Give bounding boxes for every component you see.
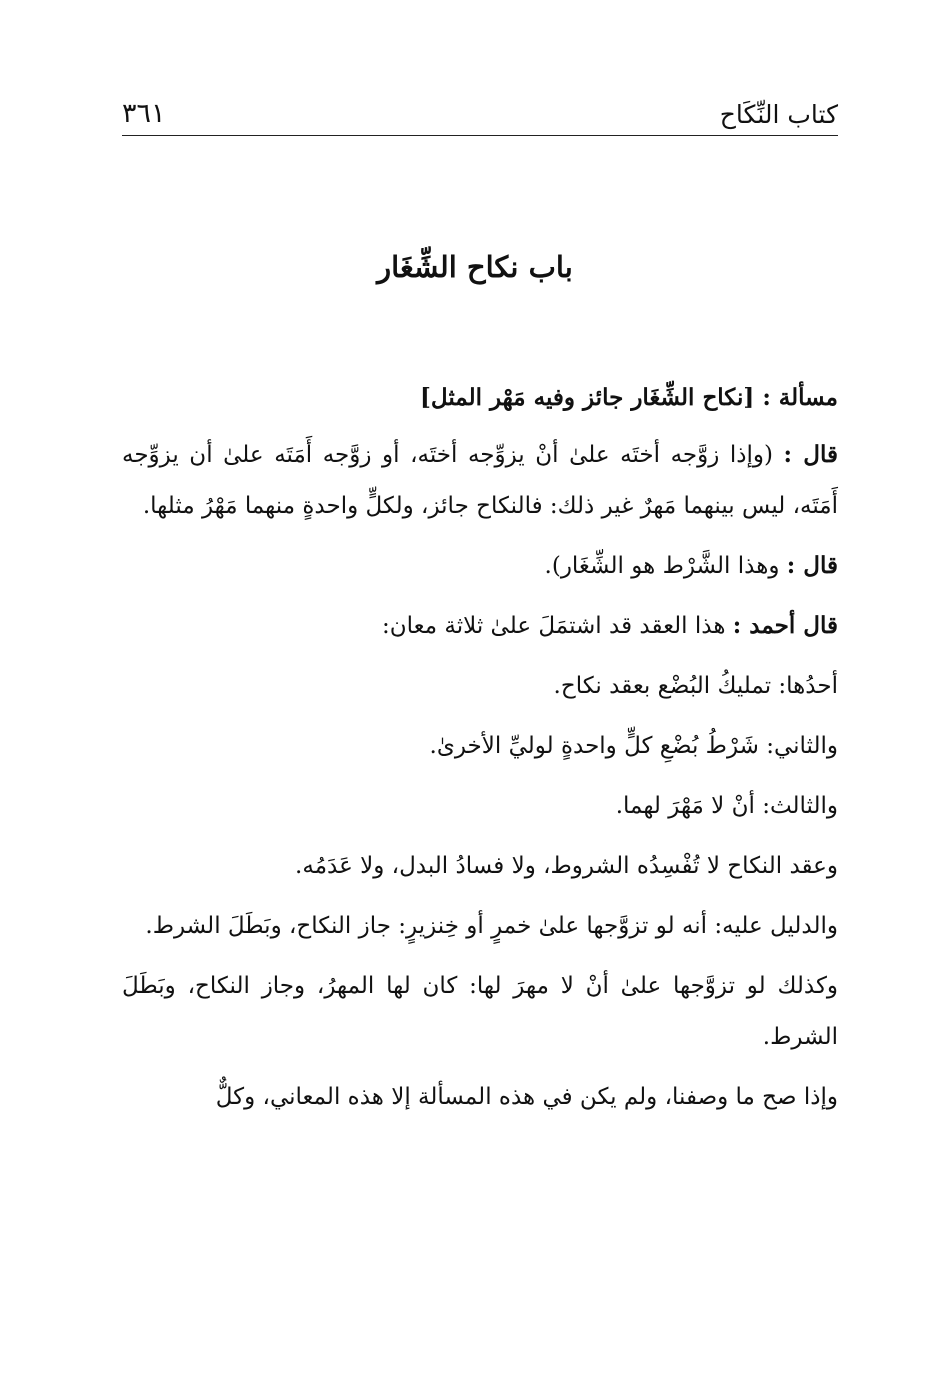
- paragraph-text: وإذا صح ما وصفنا، ولم يكن في هذه المسألة إلا هذه المعاني، وكلٌّ: [215, 1084, 838, 1110]
- paragraph: [122, 660, 838, 712]
- running-title: كتاب النِّكَاح: [719, 100, 838, 129]
- page-header: [122, 92, 838, 136]
- paragraph-text: وهذا الشَّرْط هو الشِّغَار).: [544, 553, 787, 579]
- paragraph: [122, 600, 838, 652]
- paragraph-text: والثالث: أنْ لا مَهْرَ لهما.: [615, 793, 838, 819]
- paragraph: [122, 960, 838, 1063]
- problem-heading: [122, 372, 838, 423]
- paragraph: [122, 900, 838, 952]
- problem-text: [نكاح الشِّغَار جائز وفيه مَهْر المثل]: [420, 384, 755, 411]
- paragraph-text: هذا العقد قد اشتمَلَ علىٰ ثلاثة معان:: [382, 613, 733, 639]
- paragraph-label: قال :: [786, 552, 838, 579]
- paragraph-label: قال :: [783, 441, 838, 468]
- paragraph: [122, 540, 838, 592]
- paragraph: [122, 840, 838, 892]
- paragraph: [122, 720, 838, 772]
- body-text: [122, 372, 838, 1131]
- paragraph-text: وكذلك لو تزوَّجها علىٰ أنْ لا مهرَ لها: كان لها المهرُ، وجاز النكاح، وبَطَلَ الشرط.: [122, 973, 838, 1050]
- paragraph-text: والثاني: شَرْطُ بُضْعِ كلٍّ واحدةٍ لوليِّ الأخرىٰ.: [429, 733, 838, 759]
- paragraph: [122, 1071, 838, 1123]
- paragraph-text: (وإذا زوَّجه أختَه علىٰ أنْ يزوِّجه أختَه، أو زوَّجه أَمَتَه علىٰ أن يزوِّجه أَمَتَه، ليس بينهما مَهرٌ غير ذلك: فالنكاح جائز، ولكلٍّ واحدةٍ منهما مَهْرُ مثلها.: [122, 442, 838, 519]
- chapter-title: باب نكاح الشِّغَار: [377, 250, 573, 284]
- paragraph-text: والدليل عليه: أنه لو تزوَّجها علىٰ خمرٍ أو خِنزيرٍ: جاز النكاح، وبَطَلَ الشرط.: [145, 913, 838, 939]
- paragraph: [122, 780, 838, 832]
- paragraph-text: أحدُها: تمليكُ البُضْع بعقد نكاح.: [553, 673, 838, 699]
- paragraph: [122, 429, 838, 532]
- page-number: ٣٦١: [122, 98, 166, 129]
- paragraph-label: قال أحمد :: [732, 612, 838, 639]
- problem-label: مسألة :: [762, 384, 838, 411]
- paragraph-text: وعقد النكاح لا تُفْسِدُه الشروط، ولا فسادُ البدل، ولا عَدَمُه.: [295, 853, 838, 879]
